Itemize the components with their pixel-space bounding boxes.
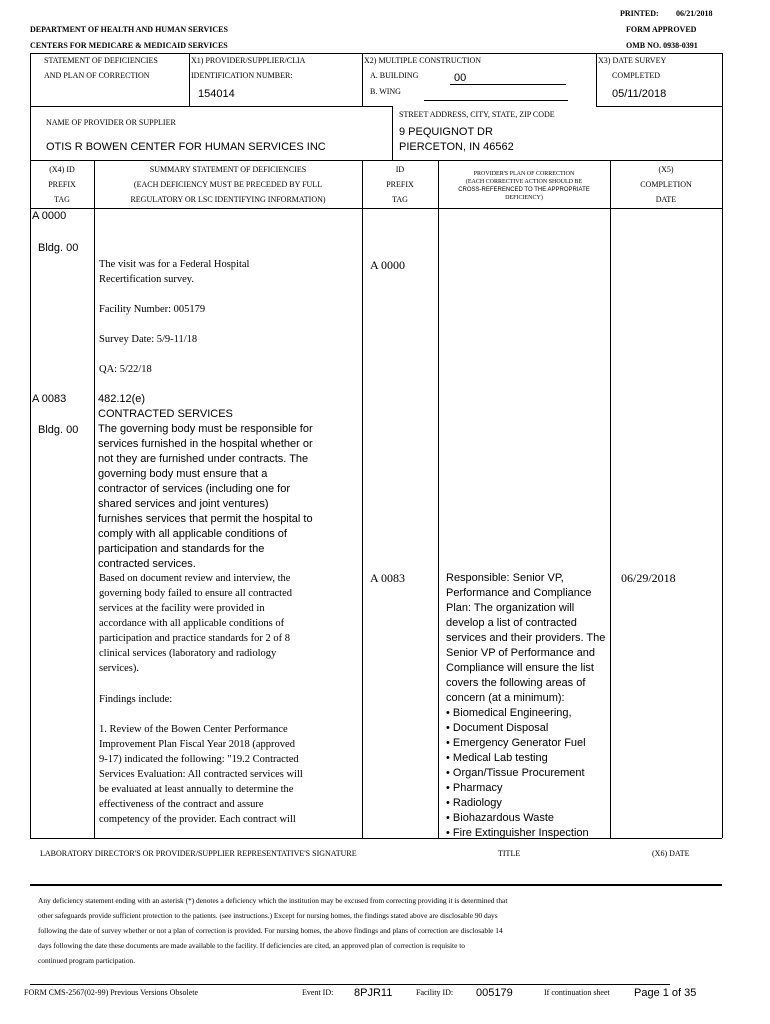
printed-date: 06/21/2018 — [676, 9, 713, 18]
review-text — [99, 722, 303, 827]
regulation-text — [98, 422, 313, 572]
plan-bullet: • Emergency Generator Fuel — [446, 736, 605, 751]
summary-heading: SUMMARY STATEMENT OF DEFICIENCIES — [149, 165, 307, 174]
visit-line-2: Recertification survey. — [99, 274, 194, 285]
facility-id-label: Facility ID: — [416, 988, 454, 997]
finding-line: services). — [99, 663, 139, 674]
building-tag-2: Bldg. 00 — [38, 424, 79, 436]
plan-line: Performance and Compliance — [446, 587, 592, 599]
finding-line: governing body failed to ensure all contracted — [99, 588, 293, 599]
regulation-line: contractor of services (including one for — [98, 483, 290, 495]
provider-id-label: X1) PROVIDER/SUPPLIER/CLIA — [191, 56, 306, 65]
plan-of-correction-label: AND PLAN OF CORRECTION — [44, 71, 150, 80]
date-label: DATE — [655, 195, 677, 204]
provider-name-value: OTIS R BOWEN CENTER FOR HUMAN SERVICES INC — [46, 141, 326, 153]
multiple-construction-label: X2) MULTIPLE CONSTRUCTION — [364, 56, 482, 65]
summary-subheading-2: REGULATORY OR LSC IDENTIFYING INFORMATION) — [130, 195, 326, 204]
plan-line: services and their providers. The — [446, 632, 606, 644]
id-tag-label: TAG — [392, 195, 408, 204]
disclaimer — [38, 893, 507, 968]
disclaimer-line: continued program participation. — [38, 956, 136, 965]
plan-of-correction-text — [446, 571, 605, 841]
review-line: Improvement Plan Fiscal Year 2018 (approved — [99, 739, 295, 750]
building-tag-1: Bldg. 00 — [38, 242, 79, 254]
id-label: ID — [395, 165, 405, 174]
signature-label: LABORATORY DIRECTOR'S OR PROVIDER/SUPPLIER REPRESENTATIVE'S SIGNATURE — [40, 849, 357, 858]
prefix-a0000: A 0000 — [370, 258, 406, 272]
completed-label: COMPLETED — [612, 71, 660, 80]
regulation-line: furnishes services that permit the hospital to — [98, 513, 313, 525]
title-label: TITLE — [498, 849, 521, 858]
printed-label: PRINTED: — [620, 9, 659, 18]
finding-text — [99, 571, 292, 676]
plan-subheading: (EACH CORRECTIVE ACTION SHOULD BE — [465, 179, 583, 185]
review-line: 9-17) indicated the following: "19.2 Contracted — [99, 754, 299, 765]
regulation-line: comply with all applicable conditions of — [98, 528, 287, 540]
regulation-title: CONTRACTED SERVICES — [98, 408, 233, 420]
centers-title: CENTERS FOR MEDICARE & MEDICAID SERVICES — [30, 41, 228, 50]
plan-line: Senior VP of Performance and — [446, 647, 595, 659]
plan-line: develop a list of contracted — [446, 617, 577, 629]
disclaimer-line: following the date of survey whether or not a plan of correction is provided. For nursing homes, the above findings and plans of correction are disclosable 14 — [38, 926, 503, 935]
plan-bullet-list — [446, 706, 605, 841]
disclaimer-line: other safeguards provide sufficient protection to the patients. (see instructions.) Except for nursing homes, the findings stated above are disclosable 90 days — [38, 911, 498, 920]
finding-line: clinical services (laboratory and radiology — [99, 648, 277, 659]
plan-bullet: • Pharmacy — [446, 781, 605, 796]
completion-date: 06/29/2018 — [621, 571, 676, 585]
building-label: A. BUILDING — [370, 71, 419, 80]
page-number: Page 1 of 35 — [634, 987, 697, 999]
provider-name-label: NAME OF PROVIDER OR SUPPLIER — [46, 118, 176, 127]
regulation-line: governing body must ensure that a — [98, 468, 268, 480]
regulation-line: shared services and joint ventures) — [98, 498, 269, 510]
address-line1: 9 PEQUIGNOT DR — [399, 126, 493, 138]
tag-a0000: A 0000 — [32, 210, 67, 222]
plan-line: Responsible: Senior VP, — [446, 572, 564, 584]
date-survey-label: X3) DATE SURVEY — [598, 56, 667, 65]
address-label: STREET ADDRESS, CITY, STATE, ZIP CODE — [399, 110, 555, 119]
omb-number: OMB NO. 0938-0391 — [626, 41, 698, 50]
x5-label: (X5) — [658, 165, 674, 174]
finding-line: Based on document review and interview, the — [99, 573, 291, 584]
disclaimer-line: days following the date these documents are made available to the facility. If deficiencies are cited, an approved plan of correction is requisite to — [38, 941, 465, 950]
finding-line: accordance with all applicable conditions of — [99, 618, 285, 629]
event-id-label: Event ID: — [302, 988, 334, 997]
x4-prefix-label: PREFIX — [48, 180, 76, 189]
plan-subheading-2: CROSS-REFERENCED TO THE APPROPRIATE — [458, 187, 590, 193]
plan-line: concern (at a minimum): — [446, 692, 565, 704]
plan-bullet: • Medical Lab testing — [446, 751, 605, 766]
form-number: FORM CMS-2567(02-99) Previous Versions Obsolete — [24, 988, 199, 997]
findings-include: Findings include: — [99, 694, 173, 705]
qa-date: QA: 5/22/18 — [99, 364, 152, 375]
facility-id-value: 005179 — [476, 987, 513, 999]
plan-heading: PROVIDER'S PLAN OF CORRECTION — [473, 171, 575, 177]
plan-bullet: • Document Disposal — [446, 721, 605, 736]
plan-subheading-3: DEFICIENCY) — [505, 195, 543, 201]
wing-label: B. WING — [370, 87, 401, 96]
summary-subheading: (EACH DEFICIENCY MUST BE PRECEDED BY FULL — [133, 180, 323, 189]
building-value: 00 — [454, 72, 467, 84]
plan-bullet: • Biohazardous Waste — [446, 811, 605, 826]
regulation-number: 482.12(e) — [98, 393, 146, 405]
form-approved: FORM APPROVED — [626, 25, 697, 34]
x4-tag-label: TAG — [54, 195, 70, 204]
regulation-line: The governing body must be responsible for — [98, 423, 313, 435]
plan-bullet: • Radiology — [446, 796, 605, 811]
provider-id-value: 154014 — [198, 88, 235, 100]
survey-date: Survey Date: 5/9-11/18 — [99, 334, 198, 345]
tag-a0083: A 0083 — [32, 393, 67, 405]
x6-date-label: (X6) DATE — [652, 849, 690, 858]
id-prefix-label: PREFIX — [386, 180, 414, 189]
plan-line: covers the following areas of — [446, 677, 586, 689]
review-line: Services Evaluation: All contracted services will — [99, 769, 303, 780]
plan-bullet: • Fire Extinguisher Inspection — [446, 826, 605, 841]
visit-line-1: The visit was for a Federal Hospital — [99, 259, 250, 270]
review-line: 1. Review of the Bowen Center Performance — [99, 724, 288, 735]
regulation-line: participation and standards for the — [98, 543, 265, 555]
regulation-line: services furnished in the hospital whether or — [98, 438, 313, 450]
plan-bullet: • Organ/Tissue Procurement — [446, 766, 605, 781]
review-line: effectiveness of the contract and assure — [99, 799, 264, 810]
address-line2: PIERCETON, IN 46562 — [399, 141, 514, 153]
continuation-label: If continuation sheet — [544, 988, 610, 997]
regulation-line: contracted services. — [98, 558, 196, 570]
plan-line: Compliance will ensure the list — [446, 662, 594, 674]
statement-label: STATEMENT OF DEFICIENCIES — [44, 56, 158, 65]
finding-line: participation and practice standards for 2 of 8 — [99, 633, 290, 644]
completion-label: COMPLETION — [640, 180, 692, 189]
prefix-a0083: A 0083 — [370, 571, 406, 585]
review-line: be evaluated at least annually to determine the — [99, 784, 294, 795]
disclaimer-line: Any deficiency statement ending with an asterisk (*) denotes a deficiency which the institution may be excused from correcting providing it is determined that — [38, 896, 508, 905]
x4-id-label: (X4) ID — [49, 165, 75, 174]
regulation-line: not they are furnished under contracts. The — [98, 453, 309, 465]
date-survey-value: 05/11/2018 — [612, 88, 667, 100]
department-title: DEPARTMENT OF HEALTH AND HUMAN SERVICES — [30, 25, 228, 34]
finding-line: services at the facility were provided in — [99, 603, 265, 614]
identification-number-label: IDENTIFICATION NUMBER: — [191, 71, 293, 80]
plan-bullet: • Biomedical Engineering, — [446, 706, 605, 721]
plan-line: Plan: The organization will — [446, 602, 575, 614]
facility-number: Facility Number: 005179 — [99, 304, 206, 315]
review-line: competency of the provider. Each contract will — [99, 814, 296, 825]
event-id-value: 8PJR11 — [354, 987, 393, 999]
